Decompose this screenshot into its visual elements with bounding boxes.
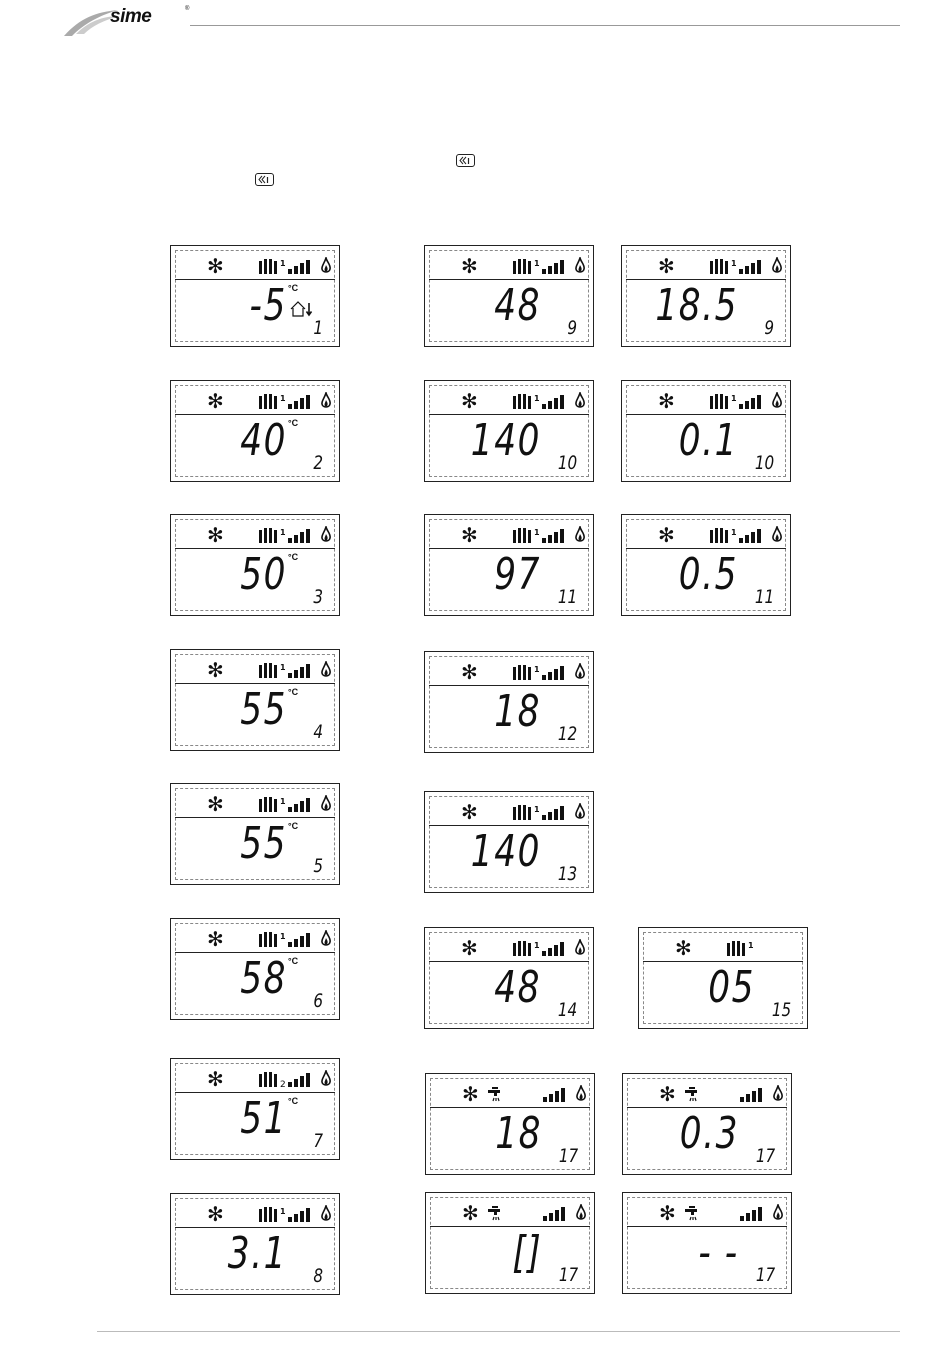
snowflake-icon: ✻ bbox=[207, 1202, 224, 1226]
signal-bars-icon bbox=[288, 1208, 312, 1227]
lcd-parameter-code: 4 bbox=[313, 721, 323, 743]
svg-text:1: 1 bbox=[280, 663, 286, 672]
signal-bars-icon bbox=[739, 395, 763, 414]
signal-bars-icon bbox=[288, 260, 312, 279]
lcd-value: 3.1 bbox=[227, 1228, 287, 1279]
signal-bars-icon bbox=[542, 666, 566, 685]
lcd-value: 51 bbox=[240, 1093, 287, 1144]
lcd-display bbox=[170, 649, 340, 751]
lcd-display bbox=[425, 1192, 595, 1294]
lcd-parameter-code: 7 bbox=[313, 1130, 323, 1152]
radiator-icon bbox=[513, 258, 543, 281]
snowflake-icon: ✻ bbox=[461, 800, 478, 824]
lcd-unit: °C bbox=[288, 956, 299, 966]
svg-text:1: 1 bbox=[280, 797, 286, 806]
flame-icon bbox=[320, 526, 332, 549]
radiator-icon bbox=[259, 796, 289, 819]
lcd-display bbox=[638, 927, 808, 1029]
lcd-parameter-code: 13 bbox=[557, 863, 577, 885]
lcd-display bbox=[170, 1058, 340, 1160]
snowflake-icon: ✻ bbox=[207, 254, 224, 278]
flame-icon bbox=[574, 526, 586, 549]
registered-mark: ® bbox=[185, 6, 190, 12]
info-key-icon bbox=[255, 173, 274, 186]
radiator-icon bbox=[259, 931, 289, 954]
lcd-value: 0.1 bbox=[678, 415, 738, 466]
lcd-value: 140 bbox=[470, 415, 541, 466]
lcd-parameter-code: 11 bbox=[754, 586, 774, 608]
lcd-display bbox=[424, 380, 594, 482]
radiator-icon bbox=[710, 393, 740, 416]
lcd-parameter-code: 6 bbox=[313, 990, 323, 1012]
lcd-unit: °C bbox=[288, 283, 299, 293]
lcd-value: -5 bbox=[249, 280, 287, 331]
lcd-value: 48 bbox=[494, 280, 541, 331]
lcd-parameter-code: 17 bbox=[558, 1264, 578, 1286]
signal-bars-icon bbox=[288, 1073, 312, 1092]
lcd-value: - - bbox=[698, 1227, 739, 1278]
flame-icon bbox=[575, 1085, 587, 1108]
flame-icon bbox=[772, 1085, 784, 1108]
lcd-parameter-code: 10 bbox=[754, 452, 774, 474]
lcd-parameter-code: 11 bbox=[557, 586, 577, 608]
radiator-icon bbox=[259, 1071, 289, 1094]
lcd-display bbox=[170, 245, 340, 347]
radiator-icon bbox=[727, 940, 757, 963]
snowflake-icon: ✻ bbox=[461, 254, 478, 278]
lcd-display bbox=[424, 791, 594, 893]
signal-bars-icon bbox=[288, 798, 312, 817]
svg-text:1: 1 bbox=[731, 259, 737, 268]
lcd-parameter-code: 9 bbox=[567, 317, 577, 339]
lcd-parameter-code: 17 bbox=[755, 1145, 775, 1167]
lcd-display bbox=[424, 651, 594, 753]
water-tap-icon bbox=[683, 1085, 703, 1108]
lcd-unit: °C bbox=[288, 821, 299, 831]
svg-text:1: 1 bbox=[534, 528, 540, 537]
radiator-icon bbox=[710, 258, 740, 281]
signal-bars-icon bbox=[542, 806, 566, 825]
signal-bars-icon bbox=[542, 529, 566, 548]
flame-icon bbox=[320, 661, 332, 684]
snowflake-icon: ✻ bbox=[462, 1082, 479, 1106]
lcd-parameter-code: 17 bbox=[755, 1264, 775, 1286]
snowflake-icon: ✻ bbox=[461, 523, 478, 547]
radiator-icon bbox=[710, 527, 740, 550]
snowflake-icon: ✻ bbox=[207, 927, 224, 951]
lcd-display bbox=[622, 1073, 792, 1175]
lcd-value: 58 bbox=[240, 953, 287, 1004]
radiator-icon bbox=[259, 393, 289, 416]
lcd-parameter-code: 12 bbox=[557, 723, 577, 745]
svg-text:1: 1 bbox=[280, 528, 286, 537]
lcd-divider bbox=[430, 1226, 590, 1227]
lcd-parameter-code: 14 bbox=[557, 999, 577, 1021]
lcd-display bbox=[170, 514, 340, 616]
lcd-value: 18 bbox=[495, 1108, 542, 1159]
brand-name: sime bbox=[110, 6, 152, 27]
lcd-display bbox=[424, 245, 594, 347]
info-key-icon bbox=[456, 154, 475, 167]
lcd-value: 140 bbox=[470, 826, 541, 877]
radiator-icon bbox=[513, 804, 543, 827]
svg-text:1: 1 bbox=[748, 941, 754, 950]
flame-icon bbox=[320, 392, 332, 415]
svg-text:1: 1 bbox=[280, 1207, 286, 1216]
lcd-parameter-code: 15 bbox=[771, 999, 791, 1021]
water-tap-icon bbox=[486, 1204, 506, 1227]
snowflake-icon: ✻ bbox=[658, 389, 675, 413]
flame-icon bbox=[574, 663, 586, 686]
lcd-display bbox=[424, 927, 594, 1029]
lcd-parameter-code: 8 bbox=[313, 1265, 323, 1287]
lcd-parameter-code: 17 bbox=[558, 1145, 578, 1167]
lcd-display bbox=[621, 245, 791, 347]
radiator-icon bbox=[259, 258, 289, 281]
signal-bars-icon bbox=[739, 260, 763, 279]
snowflake-icon: ✻ bbox=[207, 389, 224, 413]
snowflake-icon: ✻ bbox=[461, 936, 478, 960]
lcd-value: 05 bbox=[708, 962, 755, 1013]
signal-bars-icon bbox=[543, 1207, 567, 1226]
lcd-unit: °C bbox=[288, 687, 299, 697]
signal-bars-icon bbox=[543, 1088, 567, 1107]
lcd-display bbox=[424, 514, 594, 616]
snowflake-icon: ✻ bbox=[207, 1067, 224, 1091]
signal-bars-icon bbox=[288, 395, 312, 414]
signal-bars-icon bbox=[740, 1207, 764, 1226]
flame-icon bbox=[574, 392, 586, 415]
water-tap-icon bbox=[486, 1085, 506, 1108]
outdoor-sensor-icon bbox=[289, 300, 313, 323]
flame-icon bbox=[320, 930, 332, 953]
radiator-icon bbox=[513, 940, 543, 963]
signal-bars-icon bbox=[288, 664, 312, 683]
lcd-value: 97 bbox=[494, 549, 541, 600]
lcd-value: 0.5 bbox=[678, 549, 738, 600]
lcd-unit: °C bbox=[288, 552, 299, 562]
snowflake-icon: ✻ bbox=[659, 1082, 676, 1106]
flame-icon bbox=[772, 1204, 784, 1227]
signal-bars-icon bbox=[739, 529, 763, 548]
snowflake-icon: ✻ bbox=[461, 389, 478, 413]
flame-icon bbox=[574, 257, 586, 280]
snowflake-icon: ✻ bbox=[461, 660, 478, 684]
signal-bars-icon bbox=[740, 1088, 764, 1107]
flame-icon bbox=[320, 1205, 332, 1228]
footer-rule bbox=[97, 1331, 900, 1332]
lcd-parameter-code: 10 bbox=[557, 452, 577, 474]
lcd-display bbox=[170, 783, 340, 885]
flame-icon bbox=[320, 1070, 332, 1093]
svg-text:1: 1 bbox=[280, 259, 286, 268]
radiator-icon bbox=[259, 527, 289, 550]
lcd-display bbox=[170, 380, 340, 482]
lcd-display bbox=[170, 918, 340, 1020]
signal-bars-icon bbox=[542, 260, 566, 279]
snowflake-icon: ✻ bbox=[658, 254, 675, 278]
svg-text:1: 1 bbox=[731, 394, 737, 403]
svg-text:1: 1 bbox=[280, 394, 286, 403]
lcd-value: 18.5 bbox=[655, 280, 738, 331]
lcd-display bbox=[170, 1193, 340, 1295]
lcd-parameter-code: 9 bbox=[764, 317, 774, 339]
flame-icon bbox=[320, 257, 332, 280]
lcd-value: 55 bbox=[240, 684, 287, 735]
lcd-display bbox=[425, 1073, 595, 1175]
signal-bars-icon bbox=[542, 942, 566, 961]
flame-icon bbox=[771, 526, 783, 549]
snowflake-icon: ✻ bbox=[207, 792, 224, 816]
lcd-parameter-code: 2 bbox=[313, 452, 323, 474]
signal-bars-icon bbox=[542, 395, 566, 414]
snowflake-icon: ✻ bbox=[658, 523, 675, 547]
lcd-display bbox=[621, 514, 791, 616]
lcd-display bbox=[622, 1192, 792, 1294]
svg-text:1: 1 bbox=[280, 932, 286, 941]
lcd-value: 0.3 bbox=[679, 1108, 739, 1159]
signal-bars-icon bbox=[288, 933, 312, 952]
lcd-value: 40 bbox=[240, 415, 287, 466]
svg-text:1: 1 bbox=[731, 528, 737, 537]
svg-text:1: 1 bbox=[534, 805, 540, 814]
lcd-display bbox=[621, 380, 791, 482]
lcd-value: 55 bbox=[240, 818, 287, 869]
snowflake-icon: ✻ bbox=[659, 1201, 676, 1225]
snowflake-icon: ✻ bbox=[207, 658, 224, 682]
radiator-icon bbox=[259, 1206, 289, 1229]
svg-text:1: 1 bbox=[534, 941, 540, 950]
svg-text:1: 1 bbox=[534, 665, 540, 674]
lcd-parameter-code: 3 bbox=[313, 586, 323, 608]
flame-icon bbox=[320, 795, 332, 818]
svg-text:2: 2 bbox=[280, 1080, 286, 1089]
lcd-value: [] bbox=[512, 1227, 542, 1278]
snowflake-icon: ✻ bbox=[675, 936, 692, 960]
flame-icon bbox=[574, 939, 586, 962]
svg-text:1: 1 bbox=[534, 394, 540, 403]
lcd-value: 50 bbox=[240, 549, 287, 600]
radiator-icon bbox=[259, 662, 289, 685]
lcd-value: 18 bbox=[494, 686, 541, 737]
flame-icon bbox=[575, 1204, 587, 1227]
lcd-parameter-code: 5 bbox=[313, 855, 323, 877]
lcd-unit: °C bbox=[288, 418, 299, 428]
header-rule bbox=[190, 25, 900, 26]
snowflake-icon: ✻ bbox=[462, 1201, 479, 1225]
lcd-value: 48 bbox=[494, 962, 541, 1013]
radiator-icon bbox=[513, 527, 543, 550]
signal-bars-icon bbox=[288, 529, 312, 548]
snowflake-icon: ✻ bbox=[207, 523, 224, 547]
radiator-icon bbox=[513, 664, 543, 687]
flame-icon bbox=[771, 257, 783, 280]
lcd-parameter-code: 1 bbox=[313, 317, 323, 339]
radiator-icon bbox=[513, 393, 543, 416]
svg-text:1: 1 bbox=[534, 259, 540, 268]
lcd-unit: °C bbox=[288, 1096, 299, 1106]
water-tap-icon bbox=[683, 1204, 703, 1227]
flame-icon bbox=[574, 803, 586, 826]
flame-icon bbox=[771, 392, 783, 415]
